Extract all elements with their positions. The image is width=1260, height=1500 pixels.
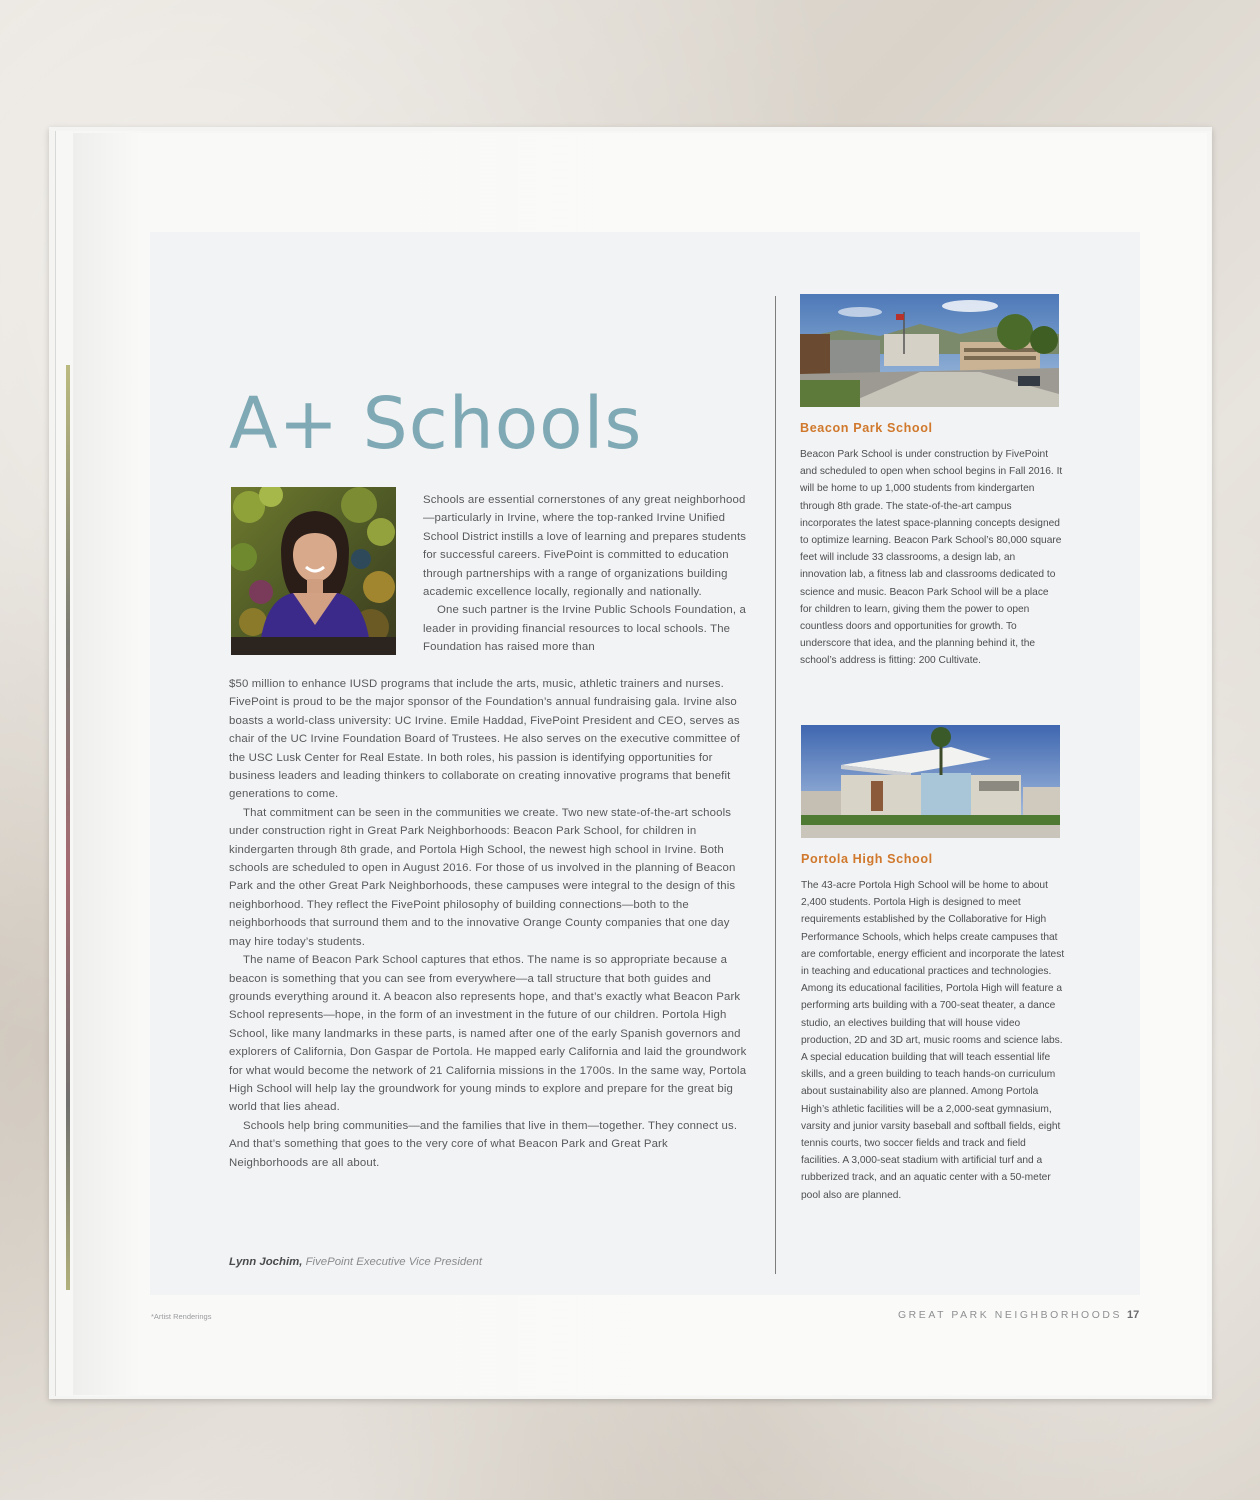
portrait-illustration (231, 487, 396, 655)
signature-name: Lynn Jochim, (229, 1256, 303, 1268)
body-paragraph: That commitment can be seen in the communities we create. Two new state-of-the-art schools under construction right in Great Park Neighborhoods: Beacon Park School, for children in kindergarten through 8th grade, and Portola High School, the newest high school in Irvine. Both schools are scheduled to open in August 2016. For those of us involved in the planning of Beacon Park and the other Great Park Neighborhoods, these campuses were integral to the design of this neighborhood. They reflect the FivePoint philosophy of building connections—both to the neighborhoods that surround them and to the innovative Orange County companies that one day may hire today’s students. (229, 806, 736, 948)
article-title: A+ Schools (229, 382, 643, 465)
article-intro (423, 491, 749, 657)
beacon-rendering-illustration (800, 294, 1059, 407)
signature-role: FivePoint Executive Vice President (305, 1256, 483, 1268)
body-paragraph: The name of Beacon Park School captures that ethos. The name is so appropriate because a beacon is something that you can see from everywhere—a tall structure that both guides and grounds everything around it. A beacon also represents hope, and that’s exactly what Beacon Park School represents—hope, in the form of an investment in the future of our children. Portola High School, like many landmarks in these parts, is named after one of the early Spanish governors and explorers of California, Don Gaspar de Portola. He mapped early California and laid the groundwork for what would become the network of 21 California missions in the 1700s. In the same way, Portola High School will help lay the groundwork for young minds to explore and prepare for the great big world that lies ahead. (229, 954, 747, 1114)
beacon-park-description: Beacon Park School is under construction by FivePoint and scheduled to open when school begins in Fall 2016. It will be home to up 1,000 students from kindergarten through 8th grade. The state-of-the-art campus incorporates the latest space-planning concepts designed to optimize learning. Beacon Park School’s 80,000 square feet will include 33 classrooms, a design lab, an innovation lab, a fitness lab and classrooms dedicated to science and music. Beacon Park School will be a place for children to learn, giving them the power to open countless doors and opportunities for growth. To underscore that idea, and the planning behind it, the school’s address is fitting: 200 Cultivate. (800, 449, 1063, 667)
intro-paragraph: Schools are essential cornerstones of any great neighborhood—particularly in Irvine, where the top-ranked Irvine Unified School District instills a love of learning and prepares students for successful careers. FivePoint is committed to education through partnerships with a range of organizations building academic excellence locally, regionally and nationally. (423, 494, 747, 599)
body-paragraph: $50 million to enhance IUSD programs that include the arts, music, athletic trainers and nurses. FivePoint is proud to be the major sponsor of the Foundation’s annual fundraising gala. Irvine also boasts a world-class university: UC Irvine. Emile Haddad, FivePoint President and CEO, serves as chair of the UC Irvine Foundation Board of Trustees. He also serves on the executive committee of the USC Lusk Center for Real Estate. In both roles, his passion is identifying opportunities for business leaders and leading thinkers to collaborate on creating innovative programs that benefit generations to come. (229, 678, 740, 801)
beacon-park-heading: Beacon Park School (800, 421, 933, 435)
article-body (229, 675, 750, 1172)
intro-paragraph: One such partner is the Irvine Public Schools Foundation, a leader in providing financial resources to local schools. The Foundation has raised more than (423, 604, 746, 654)
page-number: 17 (1127, 1309, 1140, 1321)
column-divider (775, 296, 776, 1274)
footer-section-name: GREAT PARK NEIGHBORHOODS (898, 1310, 1123, 1321)
author-portrait-photo (231, 487, 396, 655)
body-paragraph: Schools help bring communities—and the families that live in them—together. They connect us. And that’s something that goes to the very core of what Beacon Park and Great Park Neighborhoods are all about. (229, 1119, 738, 1169)
image-credit: *Artist Renderings (151, 1312, 212, 1321)
portola-high-heading: Portola High School (801, 852, 933, 866)
portola-high-school-rendering (801, 725, 1060, 838)
article-signature (229, 1256, 482, 1268)
portola-rendering-illustration (801, 725, 1060, 838)
magazine-spine-edge (66, 365, 70, 1290)
portola-high-description: The 43-acre Portola High School will be home to about 2,400 students. Portola High is designed to meet requirements established by the Collaborative for High Performance Schools, which helps create campuses that are comfortable, energy efficient and incorporate the latest in teaching and educational practices and technologies. Among its educational facilities, Portola High will feature a performing arts building with a 700-seat theater, a dance studio, an electives building that will house video production, 2D and 3D art, music rooms and science labs. A special education building that will teach essential life skills, and a green building to teach hands-on curriculum about sustainability also are planned. Among Portola High’s athletic facilities will be a 2,000-seat gymnasium, varsity and junior varsity baseball and softball fields, eight tennis courts, two soccer fields and track and field facilities. A 3,000-seat stadium with artificial turf and a rubberized track, and an aquatic center with a 50-meter pool also are planned. (801, 880, 1065, 1201)
beacon-park-school-rendering (800, 294, 1059, 407)
